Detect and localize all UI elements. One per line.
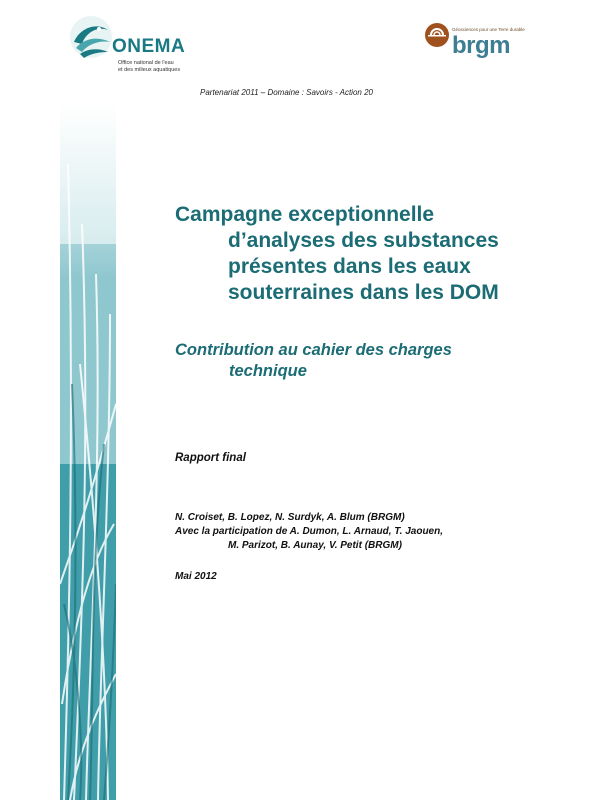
- grass-image: [60, 104, 116, 800]
- title-line: souterraines dans les DOM: [228, 281, 499, 304]
- onema-subtitle: Office national de l'eau et des milieux aquatiques: [118, 60, 181, 73]
- authors-line: M. Parizot, B. Aunay, V. Petit (BRGM): [228, 540, 402, 551]
- title-line: Campagne exceptionnelle: [175, 203, 435, 226]
- report-date: Mai 2012: [175, 571, 217, 582]
- authors-block: [175, 511, 443, 553]
- report-subtitle: [175, 340, 575, 382]
- authors-line: N. Croiset, B. Lopez, N. Surdyk, A. Blum (BRGM): [175, 512, 405, 523]
- title-line: présentes dans les eaux: [228, 255, 471, 278]
- brgm-wordmark: brgm: [452, 32, 510, 59]
- brgm-tagline: Géosciences pour une Terre durable: [452, 27, 525, 32]
- onema-wordmark: ONEMA: [112, 36, 186, 57]
- authors-line: Avec la participation de A. Dumon, L. Arnaud, T. Jaouen,: [175, 526, 443, 537]
- subtitle-line: Contribution au cahier des charges: [175, 341, 452, 359]
- partnership-line: Partenariat 2011 – Domaine : Savoirs - Action 20: [200, 88, 373, 97]
- brgm-globe-icon: [424, 22, 450, 48]
- report-title: [175, 202, 575, 306]
- brgm-logo: [424, 18, 544, 73]
- subtitle-line: technique: [229, 362, 307, 380]
- title-line: d’analyses des substances: [228, 229, 499, 252]
- onema-wave-icon: [68, 14, 114, 60]
- onema-logo: [68, 14, 218, 74]
- report-type: Rapport final: [175, 452, 246, 464]
